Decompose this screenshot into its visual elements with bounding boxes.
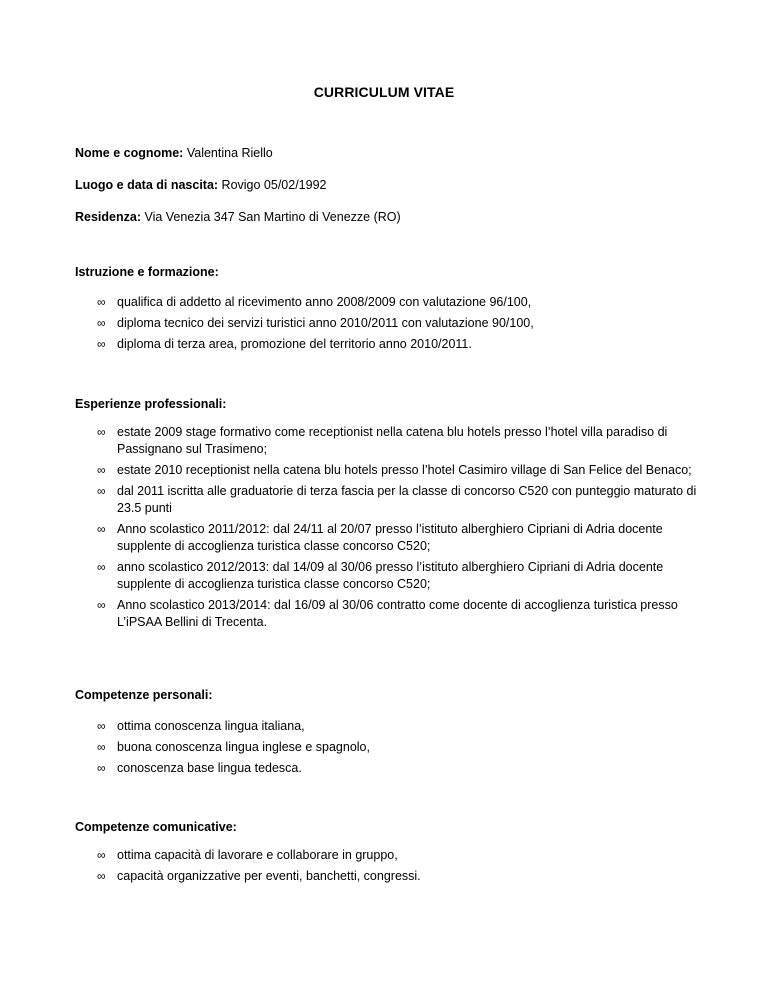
bullet-icon: ∞: [97, 484, 106, 498]
bullet-icon: ∞: [97, 761, 106, 775]
bullet-icon: ∞: [97, 740, 106, 754]
bullet-icon: ∞: [97, 719, 106, 733]
list-item: ∞ diploma di terza area, promozione del territorio anno 2010/2011.: [97, 337, 472, 351]
education-heading: Istruzione e formazione:: [75, 265, 219, 279]
personal-skills-heading: Competenze personali:: [75, 688, 213, 702]
bullet-icon: ∞: [97, 425, 106, 439]
list-item: ∞ dal 2011 iscritta alle graduatorie di terza fascia per la classe di concorso C520 con punteggio maturato di 23.5 punti: [97, 484, 697, 515]
list-item: ∞ buona conoscenza lingua inglese e spagnolo,: [97, 740, 370, 754]
name-field: [75, 146, 273, 160]
name-value: Valentina Riello: [183, 146, 273, 160]
experience-list: [97, 424, 697, 635]
bullet-icon: ∞: [97, 463, 106, 477]
residence-label: Residenza:: [75, 210, 141, 224]
bullet-icon: ∞: [97, 316, 106, 330]
page-title: CURRICULUM VITAE: [313, 84, 455, 100]
bullet-icon: ∞: [97, 337, 106, 351]
personal-skills-list: [97, 718, 697, 781]
list-item: ∞ anno scolastico 2012/2013: dal 14/09 al 30/06 presso l’istituto alberghiero Cipriani di Adria docente supplente di accoglienza turistica classe concorso C520;: [97, 560, 664, 591]
birth-label: Luogo e data di nascita:: [75, 178, 219, 192]
education-list: [97, 294, 697, 357]
bullet-icon: ∞: [97, 598, 106, 612]
communication-skills-heading: Competenze comunicative:: [75, 820, 237, 834]
communication-skills-list: [97, 847, 697, 889]
list-item: ∞ qualifica di addetto al ricevimento anno 2008/2009 con valutazione 96/100,: [97, 295, 532, 309]
birth-field: [75, 178, 327, 192]
list-item: ∞ estate 2010 receptionist nella catena blu hotels presso l’hotel Casimiro village di San Felice del Benaco;: [97, 463, 692, 477]
bullet-icon: ∞: [97, 560, 106, 574]
residence-value: Via Venezia 347 San Martino di Venezze (RO): [141, 210, 401, 224]
list-item: ∞ estate 2009 stage formativo come receptionist nella catena blu hotels presso l’hotel villa paradiso di Passignano sul Trasimeno;: [97, 425, 668, 456]
list-item: ∞ Anno scolastico 2013/2014: dal 16/09 al 30/06 contratto come docente di accoglienza turistica presso L’iPSAA Bellini di Trecenta.: [97, 598, 678, 629]
list-item: ∞ ottima capacità di lavorare e collaborare in gruppo,: [97, 848, 398, 862]
list-item: ∞ conoscenza base lingua tedesca.: [97, 761, 302, 775]
bullet-icon: ∞: [97, 848, 106, 862]
residence-field: [75, 210, 401, 224]
name-label: Nome e cognome:: [75, 146, 184, 160]
list-item: ∞ Anno scolastico 2011/2012: dal 24/11 al 20/07 presso l’istituto alberghiero Cipriani di Adria docente supplente di accoglienza turistica classe concorso C520;: [97, 522, 663, 553]
list-item: ∞ diploma tecnico dei servizi turistici anno 2010/2011 con valutazione 90/100,: [97, 316, 534, 330]
list-item: ∞ ottima conoscenza lingua italiana,: [97, 719, 305, 733]
bullet-icon: ∞: [97, 522, 106, 536]
list-item: ∞ capacità organizzative per eventi, banchetti, congressi.: [97, 869, 421, 883]
bullet-icon: ∞: [97, 295, 106, 309]
birth-value: Rovigo 05/02/1992: [218, 178, 327, 192]
experience-heading: Esperienze professionali:: [75, 397, 227, 411]
bullet-icon: ∞: [97, 869, 106, 883]
